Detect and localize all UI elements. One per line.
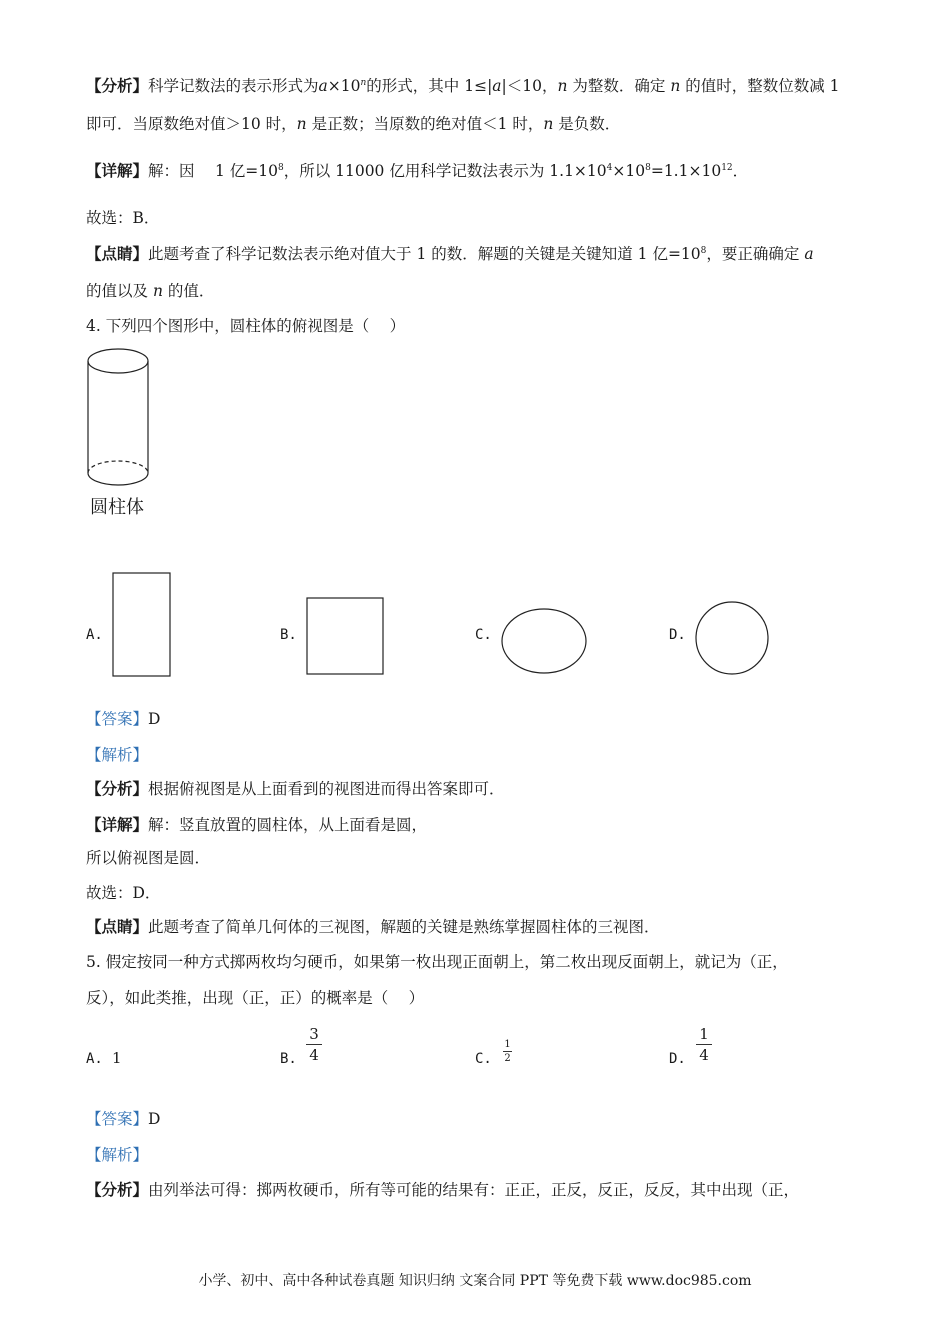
- answer-tag: 【答案】: [86, 1110, 149, 1128]
- analysis-line: [86, 1180, 799, 1200]
- cylinder-bottom-back-dashed: [88, 461, 148, 473]
- detail-line: [86, 815, 427, 835]
- comment-line: [86, 917, 660, 937]
- text: 为整数．确定: [567, 77, 671, 95]
- circle-shape: [694, 600, 774, 680]
- detail-line-2: 所以俯视图是圆．: [86, 849, 211, 867]
- analysis-line-1: [86, 76, 840, 96]
- cylinder-bottom-front: [88, 473, 148, 485]
- text: ，要正确确定: [706, 245, 805, 263]
- exponent: 12: [721, 163, 733, 173]
- text: ，所以 11000 亿用科学记数法表示为 1.1×10: [283, 162, 607, 180]
- var-n: n: [557, 77, 568, 95]
- var-n: n: [543, 115, 554, 133]
- text: 的形式，其中 1≤|: [366, 77, 493, 95]
- text: ×10: [612, 162, 646, 180]
- var-n: n: [152, 282, 163, 300]
- comment-line-1: [86, 244, 814, 264]
- question-5-line-2: 反），如此类推，出现（正，正）的概率是（ ）: [86, 989, 425, 1007]
- option-c-label: C.: [475, 1051, 492, 1067]
- exponent: 4: [606, 163, 613, 173]
- text: ．: [732, 162, 749, 180]
- text: 的值时，整数位数减 1: [680, 77, 840, 95]
- var-a: a: [492, 77, 502, 95]
- fraction-1-4: [696, 1025, 712, 1064]
- analysis-tag: 【分析】: [86, 1180, 149, 1199]
- var-n: n: [670, 77, 681, 95]
- comment-tag: 【点睛】: [86, 244, 149, 263]
- exponent: 8: [277, 163, 284, 173]
- detail-tag: 【详解】: [86, 815, 149, 834]
- option-a-label: A.: [86, 1051, 103, 1067]
- comment-tag: 【点睛】: [86, 917, 149, 936]
- cylinder-caption: 圆柱体: [90, 497, 144, 518]
- numerator: 1: [699, 1025, 709, 1043]
- text: |＜10，: [501, 77, 558, 95]
- text: 此题考查了简单几何体的三视图，解题的关键是熟练掌握圆柱体的三视图．: [148, 918, 660, 936]
- text: 此题考查了科学记数法表示绝对值大于 1 的数．解题的关键是关键知道 1 亿=10: [148, 245, 701, 263]
- cylinder-figure: [86, 345, 156, 485]
- fraction-bar: [696, 1044, 712, 1045]
- choice-line: 故选：D．: [86, 884, 161, 902]
- fraction-3-4: [306, 1025, 322, 1064]
- denominator: 2: [504, 1053, 511, 1064]
- var-n: n: [296, 115, 307, 133]
- option-d-label: D.: [669, 1051, 686, 1067]
- square-shape: [306, 597, 386, 677]
- page-footer: 小学、初中、高中各种试卷真题 知识归纳 文案合同 PPT 等免费下载 www.doc985.com: [198, 1273, 752, 1289]
- analysis-line-2: [86, 114, 620, 134]
- question-5-line-1: 5. 假定按同一种方式掷两枚均匀硬币，如果第一枚出现正面朝上，第二枚出现反面朝上，就记为（正，: [86, 953, 788, 971]
- text: 科学记数法的表示形式为: [148, 77, 319, 95]
- detail-line: [86, 161, 748, 181]
- fraction-1-2: [503, 1039, 512, 1064]
- numerator: 1: [504, 1039, 511, 1050]
- analysis-line: [86, 779, 505, 799]
- detail-tag: 【详解】: [86, 161, 149, 180]
- var-a: a: [318, 77, 328, 95]
- answer-line: [86, 1109, 160, 1129]
- answer-line: [86, 709, 160, 729]
- fraction-bar: [503, 1051, 512, 1052]
- text: 的值以及: [86, 282, 153, 300]
- text: 解：因 1 亿=10: [148, 162, 278, 180]
- text: 的值．: [162, 282, 215, 300]
- comment-line-2: [86, 281, 214, 301]
- text: 由列举法可得：掷两枚硬币，所有等可能的结果有：正正，正反，反正，反反，其中出现（正，: [148, 1181, 800, 1199]
- var-a: a: [804, 245, 814, 263]
- text: =1.1×10: [650, 162, 722, 180]
- answer-value: D: [148, 1110, 161, 1128]
- text: 根据俯视图是从上面看到的视图进而得出答案即可．: [148, 780, 505, 798]
- question-4: 4. 下列四个图形中，圆柱体的俯视图是（ ）: [86, 317, 406, 335]
- explain-tag: 【解析】: [86, 746, 149, 764]
- denominator: 4: [699, 1046, 709, 1064]
- rectangle-shape: [112, 572, 172, 678]
- numerator: 3: [309, 1025, 319, 1043]
- ellipse-shape: [500, 607, 590, 677]
- analysis-tag: 【分析】: [86, 779, 149, 798]
- choice-line: 故选：B．: [86, 209, 160, 227]
- option-b-label: B.: [280, 627, 297, 643]
- exponent: 8: [700, 246, 707, 256]
- option-a-value: 1: [112, 1049, 122, 1067]
- text: ×10: [327, 77, 361, 95]
- text: 即可．当原数绝对值＞10 时，: [86, 115, 297, 133]
- option-c-label: C.: [475, 627, 492, 643]
- option-b-label: B.: [280, 1051, 297, 1067]
- explain-tag: 【解析】: [86, 1146, 149, 1164]
- text: 是负数．: [553, 115, 621, 133]
- option-a-label: A.: [86, 627, 103, 643]
- exponent-n: n: [360, 78, 367, 88]
- denominator: 4: [309, 1046, 319, 1064]
- fraction-bar: [306, 1044, 322, 1045]
- analysis-tag: 【分析】: [86, 76, 149, 95]
- cylinder-top-ellipse: [88, 349, 148, 373]
- text: 解：竖直放置的圆柱体，从上面看是圆，: [148, 816, 428, 834]
- answer-value: D: [148, 710, 161, 728]
- answer-tag: 【答案】: [86, 710, 149, 728]
- exponent: 8: [645, 163, 651, 173]
- option-d-label: D.: [669, 627, 686, 643]
- text: 是正数；当原数的绝对值＜1 时，: [306, 115, 544, 133]
